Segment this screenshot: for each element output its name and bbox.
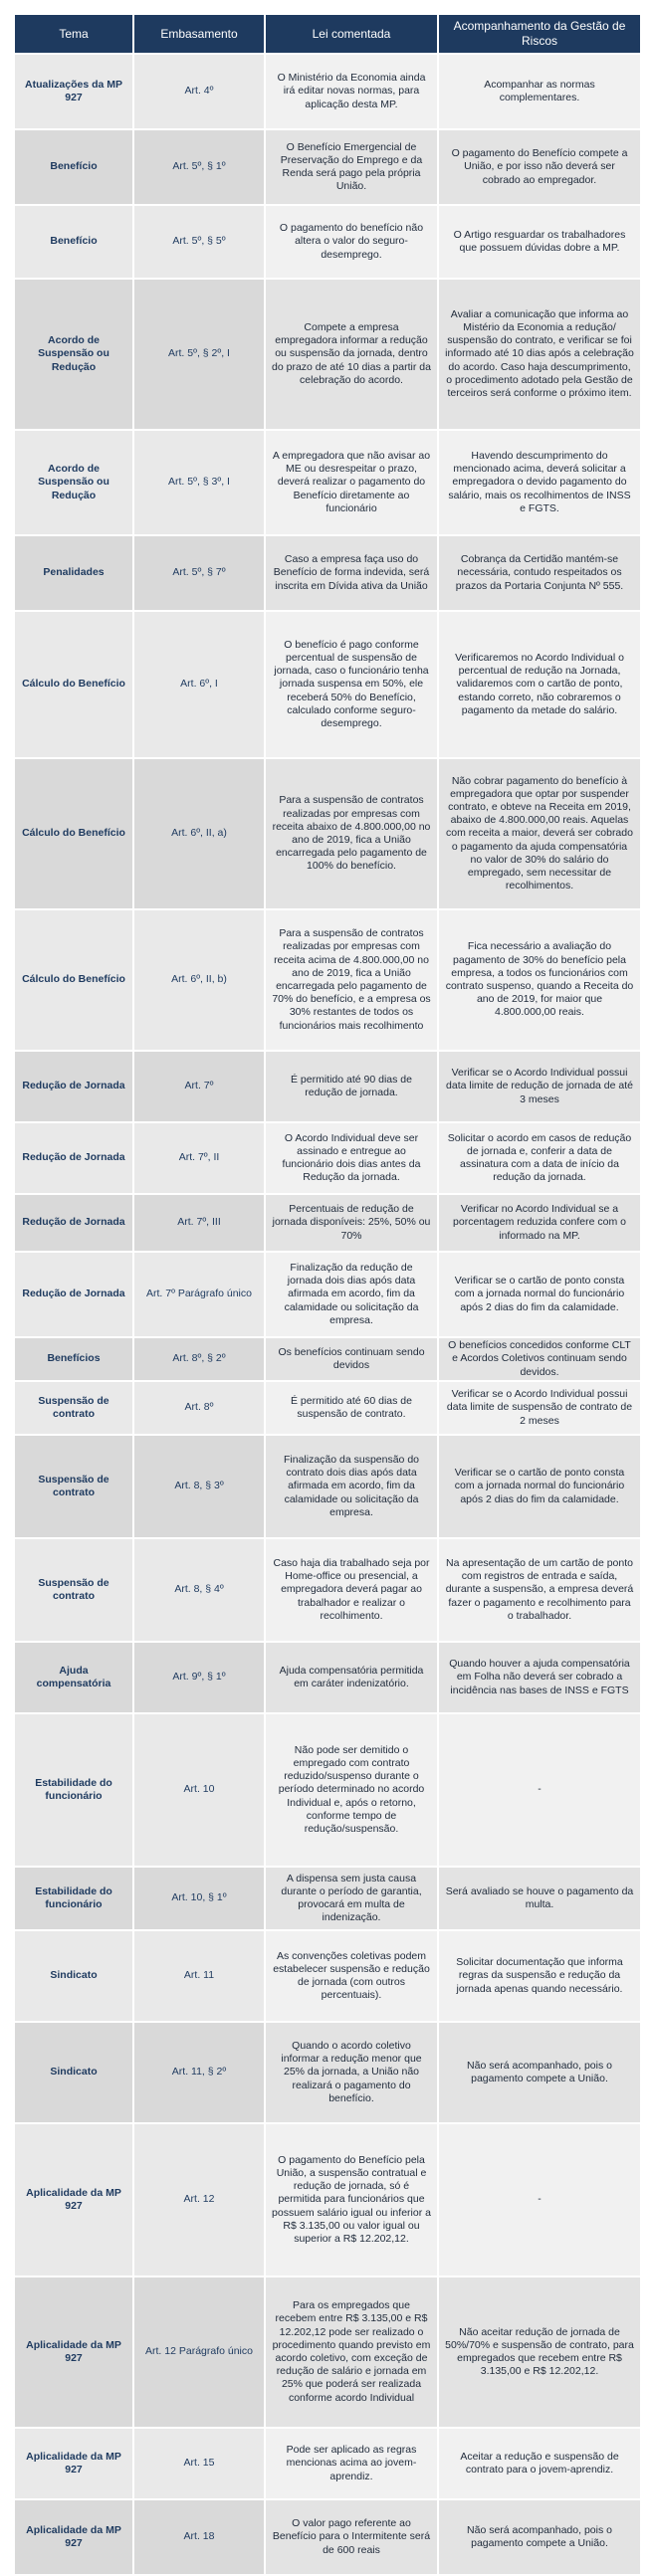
table-row: [15, 206, 640, 278]
cell-acompanhamento: Não cobrar pagamento do benefício à empregadora que optar por suspender contrato, e obteve na Receita em 2019, abaixo de 4.800.000,00 reais. Aquelas com receita a maior, deverá ser cobrado o pagamento da ajuda compensatória no valor de 30% do salário do empregado, sem necessitar de recolhimentos.: [439, 759, 640, 908]
header-acompanhamento: Acompanhamento da Gestão de Riscos: [439, 15, 640, 53]
cell-acompanhamento: O pagamento do Benefício compete a União, e por isso não deverá ser cobrado ao empregador.: [439, 130, 640, 204]
header-tema: Tema: [15, 15, 132, 53]
cell-embasamento: Art. 5º, § 5º: [134, 206, 264, 278]
cell-lei-comentada: Compete a empresa empregadora informar a redução ou suspensão da jornada, dentro do prazo de até 10 dias a partir da celebração do acordo.: [266, 280, 437, 429]
cell-tema: Benefício: [15, 206, 132, 278]
cell-lei-comentada: O valor pago referente ao Benefício para o Intermitente será de 600 reais: [266, 2500, 437, 2574]
cell-embasamento: Art. 15: [134, 2429, 264, 2498]
cell-tema: Cálculo do Benefício: [15, 759, 132, 908]
table-row: [15, 1643, 640, 1712]
cell-acompanhamento: Não será acompanhado, pois o pagamento compete a União.: [439, 2500, 640, 2574]
table-row: [15, 130, 640, 204]
cell-acompanhamento: Será avaliado se houve o pagamento da multa.: [439, 1868, 640, 1929]
cell-acompanhamento: Avaliar a comunicação que informa ao Mistério da Economia a redução/ suspensão do contrato, e verificar se foi informado até 10 dias após a celebração do acordo. Caso haja descumprimento, o procedimento adotado pela Gestão de terceiros será conforme o próximo item.: [439, 280, 640, 429]
cell-tema: Sindicato: [15, 1931, 132, 2021]
cell-tema: Cálculo do Benefício: [15, 910, 132, 1050]
table-row: [15, 612, 640, 757]
cell-acompanhamento: Verificar se o Acordo Individual possui data limite de suspensão de contrato de 2 meses: [439, 1382, 640, 1434]
cell-embasamento: Art. 5º, § 7º: [134, 536, 264, 610]
table-row: [15, 2429, 640, 2498]
cell-acompanhamento: Verificaremos no Acordo Individual o percentual de redução na Jornada, validaremos com o cartão de ponto, estando correto, não cobraremos o pagamento da metade do salário.: [439, 612, 640, 757]
cell-embasamento: Art. 7º Parágrafo único: [134, 1253, 264, 1336]
cell-tema: Estabilidade do funcionário: [15, 1868, 132, 1929]
cell-lei-comentada: Quando o acordo coletivo informar a redução menor que 25% da jornada, a União não realizará o pagamento do benefício.: [266, 2023, 437, 2122]
cell-tema: Benefícios: [15, 1338, 132, 1380]
cell-lei-comentada: Para a suspensão de contratos realizadas por empresas com receita acima de 4.800.000,00 no ano de 2019, fica a União encarregada pelo pagamento de 70% do benefício, e a empresa os 30% restantes de todos os funcionários mais recolhimento: [266, 910, 437, 1050]
cell-tema: Redução de Jornada: [15, 1123, 132, 1193]
cell-embasamento: Art. 12 Parágrafo único: [134, 2278, 264, 2427]
cell-tema: Suspensão de contrato: [15, 1539, 132, 1641]
risk-management-table: [13, 13, 642, 2576]
cell-embasamento: Art. 12: [134, 2124, 264, 2276]
cell-lei-comentada: Caso a empresa faça uso do Benefício de forma indevida, será inscrita em Dívida ativa da União: [266, 536, 437, 610]
cell-tema: Aplicalidade da MP 927: [15, 2278, 132, 2427]
cell-acompanhamento: O Artigo resguardar os trabalhadores que possuem dúvidas dobre a MP.: [439, 206, 640, 278]
cell-lei-comentada: A dispensa sem justa causa durante o período de garantia, provocará em multa de indenização.: [266, 1868, 437, 1929]
table-row: [15, 1382, 640, 1434]
header-embasamento: Embasamento: [134, 15, 264, 53]
cell-lei-comentada: Para os empregados que recebem entre R$ 3.135,00 e R$ 12.202,12 pode ser realizado o procedimento quando previsto em acordo coletivo, com exceção de redução de salário e jornada em 25% que poderá ser realizada conforme acordo Individual: [266, 2278, 437, 2427]
cell-acompanhamento: Verificar se o cartão de ponto consta com a jornada normal do funcionário após 2 dias do fim da calamidade.: [439, 1436, 640, 1537]
table-row: [15, 1253, 640, 1336]
cell-embasamento: Art. 6º, I: [134, 612, 264, 757]
cell-lei-comentada: Não pode ser demitido o empregado com contrato reduzido/suspenso durante o período determinado no acordo Individual e, após o retorno, conforme tempo de redução/suspensão.: [266, 1714, 437, 1866]
cell-embasamento: Art. 5º, § 1º: [134, 130, 264, 204]
cell-acompanhamento: Solicitar documentação que informa regras da suspensão e redução da jornada apenas quando necessário.: [439, 1931, 640, 2021]
cell-lei-comentada: O benefício é pago conforme percentual de suspensão de jornada, caso o funcionário tenha jornada suspensa em 50%, ele receberá 50% do Benefício, calculado conforme seguro-desemprego.: [266, 612, 437, 757]
cell-tema: Redução de Jornada: [15, 1195, 132, 1251]
cell-tema: Atualizações da MP 927: [15, 55, 132, 128]
cell-tema: Aplicalidade da MP 927: [15, 2500, 132, 2574]
cell-tema: Redução de Jornada: [15, 1052, 132, 1121]
cell-lei-comentada: A empregadora que não avisar ao ME ou desrespeitar o prazo, deverá realizar o pagamento do Benefício diretamente ao funcionário: [266, 431, 437, 534]
cell-lei-comentada: É permitido até 90 dias de redução de jornada.: [266, 1052, 437, 1121]
cell-embasamento: Art. 7º: [134, 1052, 264, 1121]
cell-lei-comentada: Percentuais de redução de jornada disponíveis: 25%, 50% ou 70%: [266, 1195, 437, 1251]
cell-embasamento: Art. 7º, III: [134, 1195, 264, 1251]
table-row: [15, 1931, 640, 2021]
cell-acompanhamento: Na apresentação de um cartão de ponto com registros de entrada e saída, durante a suspensão, a empresa deverá fazer o pagamento e recolhimento para o trabalhador.: [439, 1539, 640, 1641]
cell-tema: Acordo de Suspensão ou Redução: [15, 280, 132, 429]
cell-acompanhamento: Fica necessário a avaliação do pagamento de 30% do benefício pela empresa, a todos os funcionários com contrato suspenso, quando a Receita do ano de 2019, for maior que 4.800.000,00 reais.: [439, 910, 640, 1050]
cell-embasamento: Art. 6º, II, a): [134, 759, 264, 908]
cell-embasamento: Art. 8º, § 2º: [134, 1338, 264, 1380]
cell-lei-comentada: O pagamento do Benefício pela União, a suspensão contratual e redução de jornada, só é permitida para funcionários que possuem salário igual ou inferior a R$ 3.135,00 ou valor igual ou superior a R$ 12.202,12.: [266, 2124, 437, 2276]
cell-tema: Aplicalidade da MP 927: [15, 2429, 132, 2498]
table-row: [15, 1195, 640, 1251]
cell-embasamento: Art. 4º: [134, 55, 264, 128]
cell-embasamento: Art. 8, § 4º: [134, 1539, 264, 1641]
table-row: [15, 1436, 640, 1537]
table-row: [15, 1714, 640, 1866]
cell-tema: Estabilidade do funcionário: [15, 1714, 132, 1866]
cell-embasamento: Art. 8, § 3º: [134, 1436, 264, 1537]
cell-acompanhamento: Não aceitar redução de jornada de 50%/70% e suspensão de contrato, para empregados que recebem entre R$ 3.135,00 e R$ 12.202,12.: [439, 2278, 640, 2427]
cell-lei-comentada: O Acordo Individual deve ser assinado e entregue ao funcionário dois dias antes da Redução da jornada.: [266, 1123, 437, 1193]
cell-acompanhamento: Verificar se o cartão de ponto consta com a jornada normal do funcionário após 2 dias do fim da calamidade.: [439, 1253, 640, 1336]
cell-tema: Ajuda compensatória: [15, 1643, 132, 1712]
cell-acompanhamento: Quando houver a ajuda compensatória em Folha não deverá ser cobrado a incidência nas bases de INSS e FGTS: [439, 1643, 640, 1712]
cell-lei-comentada: O Ministério da Economia ainda irá editar novas normas, para aplicação desta MP.: [266, 55, 437, 128]
cell-lei-comentada: Os benefícios continuam sendo devidos: [266, 1338, 437, 1380]
cell-lei-comentada: As convenções coletivas podem estabelecer suspensão e redução de jornada (com outros percentuais).: [266, 1931, 437, 2021]
table-row: [15, 2023, 640, 2122]
cell-tema: Penalidades: [15, 536, 132, 610]
table-row: [15, 1123, 640, 1193]
table-row: [15, 431, 640, 534]
cell-acompanhamento: O benefícios concedidos conforme CLT e Acordos Coletivos continuam sendo devidos.: [439, 1338, 640, 1380]
cell-acompanhamento: -: [439, 1714, 640, 1866]
table-row: [15, 2124, 640, 2276]
header-lei-comentada: Lei comentada: [266, 15, 437, 53]
cell-embasamento: Art. 18: [134, 2500, 264, 2574]
cell-embasamento: Art. 6º, II, b): [134, 910, 264, 1050]
cell-acompanhamento: Havendo descumprimento do mencionado acima, deverá solicitar a empregadora o devido pagamento do salário, mais os recolhimentos de INSS e FGTS.: [439, 431, 640, 534]
cell-lei-comentada: Finalização da suspensão do contrato dois dias após data afirmada em acordo, fim da calamidade ou solicitação da empresa.: [266, 1436, 437, 1537]
table-row: [15, 280, 640, 429]
cell-lei-comentada: O Benefício Emergencial de Preservação do Emprego e da Renda será pago pela própria União.: [266, 130, 437, 204]
table-row: [15, 55, 640, 128]
cell-lei-comentada: Caso haja dia trabalhado seja por Home-office ou presencial, a empregadora deverá pagar ao trabalhador e realizar o recolhimento.: [266, 1539, 437, 1641]
table-row: [15, 2500, 640, 2574]
table-row: [15, 1338, 640, 1380]
cell-embasamento: Art. 5º, § 3º, I: [134, 431, 264, 534]
cell-tema: Sindicato: [15, 2023, 132, 2122]
cell-tema: Aplicalidade da MP 927: [15, 2124, 132, 2276]
cell-embasamento: Art. 11, § 2º: [134, 2023, 264, 2122]
cell-acompanhamento: -: [439, 2124, 640, 2276]
cell-tema: Redução de Jornada: [15, 1253, 132, 1336]
cell-tema: Suspensão de contrato: [15, 1436, 132, 1537]
cell-embasamento: Art. 8º: [134, 1382, 264, 1434]
table-row: [15, 910, 640, 1050]
cell-lei-comentada: É permitido até 60 dias de suspensão de contrato.: [266, 1382, 437, 1434]
cell-tema: Benefício: [15, 130, 132, 204]
cell-acompanhamento: Verificar se o Acordo Individual possui data limite de redução de jornada de até 3 meses: [439, 1052, 640, 1121]
table-row: [15, 1052, 640, 1121]
cell-acompanhamento: Verificar no Acordo Individual se a porcentagem reduzida confere com o informado na MP.: [439, 1195, 640, 1251]
cell-embasamento: Art. 10, § 1º: [134, 1868, 264, 1929]
table-row: [15, 759, 640, 908]
cell-acompanhamento: Acompanhar as normas complementares.: [439, 55, 640, 128]
table-row: [15, 536, 640, 610]
table-row: [15, 1868, 640, 1929]
table-body: [15, 55, 640, 2574]
cell-acompanhamento: Solicitar o acordo em casos de redução de jornada e, conferir a data de assinatura com a data de início da redução da jornada.: [439, 1123, 640, 1193]
cell-embasamento: Art. 7º, II: [134, 1123, 264, 1193]
cell-tema: Cálculo do Benefício: [15, 612, 132, 757]
cell-lei-comentada: Para a suspensão de contratos realizadas por empresas com receita abaixo de 4.800.000,00 no ano de 2019, fica a União encarregada pelo pagamento de 100% do benefício.: [266, 759, 437, 908]
cell-acompanhamento: Aceitar a redução e suspensão de contrato para o jovem-aprendiz.: [439, 2429, 640, 2498]
cell-embasamento: Art. 5º, § 2º, I: [134, 280, 264, 429]
cell-lei-comentada: O pagamento do benefício não altera o valor do seguro-desemprego.: [266, 206, 437, 278]
cell-lei-comentada: Pode ser aplicado as regras mencionas acima ao jovem-aprendiz.: [266, 2429, 437, 2498]
cell-acompanhamento: Cobrança da Certidão mantém-se necessária, contudo respeitados os prazos da Portaria Conjunta Nº 555.: [439, 536, 640, 610]
cell-lei-comentada: Ajuda compensatória permitida em caráter indenizatório.: [266, 1643, 437, 1712]
cell-tema: Acordo de Suspensão ou Redução: [15, 431, 132, 534]
cell-embasamento: Art. 10: [134, 1714, 264, 1866]
table-row: [15, 2278, 640, 2427]
table-row: [15, 1539, 640, 1641]
cell-embasamento: Art. 11: [134, 1931, 264, 2021]
cell-acompanhamento: Não será acompanhado, pois o pagamento compete a União.: [439, 2023, 640, 2122]
cell-lei-comentada: Finalização da redução de jornada dois dias após data afirmada em acordo, fim da calamidade ou solicitação da empresa.: [266, 1253, 437, 1336]
cell-tema: Suspensão de contrato: [15, 1382, 132, 1434]
table-header-row: [15, 15, 640, 53]
cell-embasamento: Art. 9º, § 1º: [134, 1643, 264, 1712]
